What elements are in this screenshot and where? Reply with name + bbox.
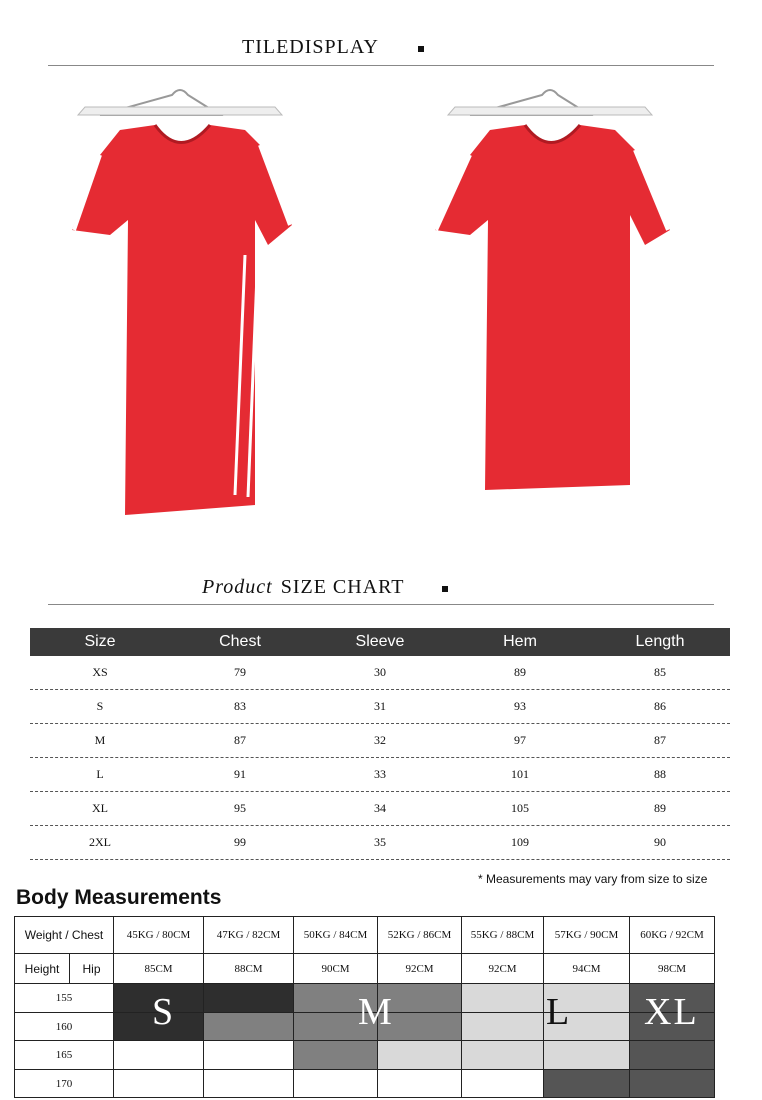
bullet-square-icon <box>442 586 448 592</box>
size-letter-m: M <box>358 991 394 1033</box>
table-cell: 88 <box>654 767 666 781</box>
table-row <box>30 792 730 826</box>
fit-cell <box>378 1041 462 1070</box>
fit-cell <box>462 984 544 1013</box>
size-chart-header-row <box>30 628 730 656</box>
table-cell: 105 <box>511 801 529 815</box>
table-cell: 90 <box>654 835 666 849</box>
hip-cell: 92CM <box>462 954 544 984</box>
table-cell: 91 <box>234 767 246 781</box>
fit-cell <box>378 1070 462 1098</box>
table-cell: 34 <box>374 801 386 815</box>
dress-back-image <box>430 85 670 535</box>
hip-cell: 94CM <box>544 954 630 984</box>
body-measurements-title: Body Measurements <box>16 886 222 909</box>
hip-cell: 88CM <box>204 954 294 984</box>
height-row <box>15 1070 715 1098</box>
size-chart-title-main: SIZE CHART <box>280 576 405 598</box>
fit-cell <box>294 1041 378 1070</box>
table-cell: L <box>96 767 104 781</box>
hip-cell: 85CM <box>114 954 204 984</box>
table-cell: 99 <box>234 835 246 849</box>
fit-cell <box>114 1070 204 1098</box>
hip-cell: 90CM <box>294 954 378 984</box>
hip-cell: 92CM <box>378 954 462 984</box>
table-cell: 109 <box>511 835 529 849</box>
table-cell: 89 <box>654 801 666 815</box>
column-header: Length <box>635 633 685 650</box>
hip-row <box>15 954 715 984</box>
weight-cell: 60KG / 92CM <box>630 917 715 954</box>
height-row <box>15 1041 715 1070</box>
table-row <box>30 724 730 758</box>
weight-cell: 55KG / 88CM <box>462 917 544 954</box>
table-row <box>30 826 730 860</box>
size-chart-table <box>30 628 730 860</box>
measurement-note: * Measurements may vary from size to size <box>478 872 708 886</box>
table-cell: M <box>94 733 106 747</box>
fit-cell <box>204 1013 294 1041</box>
fit-cell <box>462 1070 544 1098</box>
size-letter-l: L <box>546 991 572 1033</box>
table-cell: 97 <box>514 733 526 747</box>
size-letter-xl: XL <box>644 991 699 1033</box>
fit-cell <box>544 1041 630 1070</box>
fit-cell <box>114 1041 204 1070</box>
table-cell: XS <box>92 665 108 679</box>
table-cell: 85 <box>654 665 666 679</box>
size-letter-s: S <box>152 991 176 1033</box>
table-row <box>30 656 730 690</box>
table-cell: 95 <box>234 801 246 815</box>
weight-cell: 45KG / 80CM <box>114 917 204 954</box>
table-cell: S <box>96 699 104 713</box>
height-label: Height <box>15 954 70 984</box>
column-header: Sleeve <box>355 633 405 650</box>
hip-label: Hip <box>70 954 114 984</box>
bullet-square-icon <box>418 46 424 52</box>
weight-cell: 47KG / 82CM <box>204 917 294 954</box>
height-cell: 160 <box>15 1013 114 1041</box>
fit-cell <box>204 1041 294 1070</box>
fit-cell <box>204 984 294 1013</box>
table-cell: 101 <box>511 767 529 781</box>
fit-cell <box>630 1041 715 1070</box>
column-header: Chest <box>219 633 261 650</box>
height-cell: 155 <box>15 984 114 1013</box>
table-row <box>30 690 730 724</box>
weight-row <box>15 917 715 954</box>
weight-cell: 50KG / 84CM <box>294 917 378 954</box>
height-cell: 165 <box>15 1041 114 1070</box>
table-cell: 83 <box>234 699 246 713</box>
brand-title: TILEDISPLAY <box>242 36 379 58</box>
table-cell: 87 <box>654 733 666 747</box>
fit-cell <box>462 1013 544 1041</box>
hip-cell: 98CM <box>630 954 715 984</box>
table-cell: 93 <box>514 699 526 713</box>
table-cell: 33 <box>374 767 386 781</box>
fit-cell <box>204 1070 294 1098</box>
size-chart-divider <box>48 604 714 605</box>
table-row <box>30 758 730 792</box>
size-chart-title <box>202 576 405 599</box>
column-header: Size <box>84 633 116 650</box>
table-cell: 35 <box>374 835 386 849</box>
table-cell: 86 <box>654 699 666 713</box>
table-cell: 79 <box>234 665 246 679</box>
table-cell: 89 <box>514 665 526 679</box>
table-cell: 2XL <box>89 835 111 849</box>
weight-chest-label: Weight / Chest <box>15 917 114 954</box>
height-cell: 170 <box>15 1070 114 1098</box>
fit-cell <box>462 1041 544 1070</box>
table-cell: 87 <box>234 733 246 747</box>
dress-front-image <box>60 85 300 535</box>
table-cell: XL <box>92 801 108 815</box>
fit-cell <box>294 1070 378 1098</box>
table-cell: 32 <box>374 733 386 747</box>
table-cell: 31 <box>374 699 386 713</box>
weight-cell: 52KG / 86CM <box>378 917 462 954</box>
size-chart-title-italic: Product <box>202 576 273 598</box>
table-cell: 30 <box>374 665 386 679</box>
fit-cell <box>630 1070 715 1098</box>
fit-cell <box>544 1070 630 1098</box>
column-header: Hem <box>503 633 537 650</box>
weight-cell: 57KG / 90CM <box>544 917 630 954</box>
header-divider <box>48 65 714 66</box>
